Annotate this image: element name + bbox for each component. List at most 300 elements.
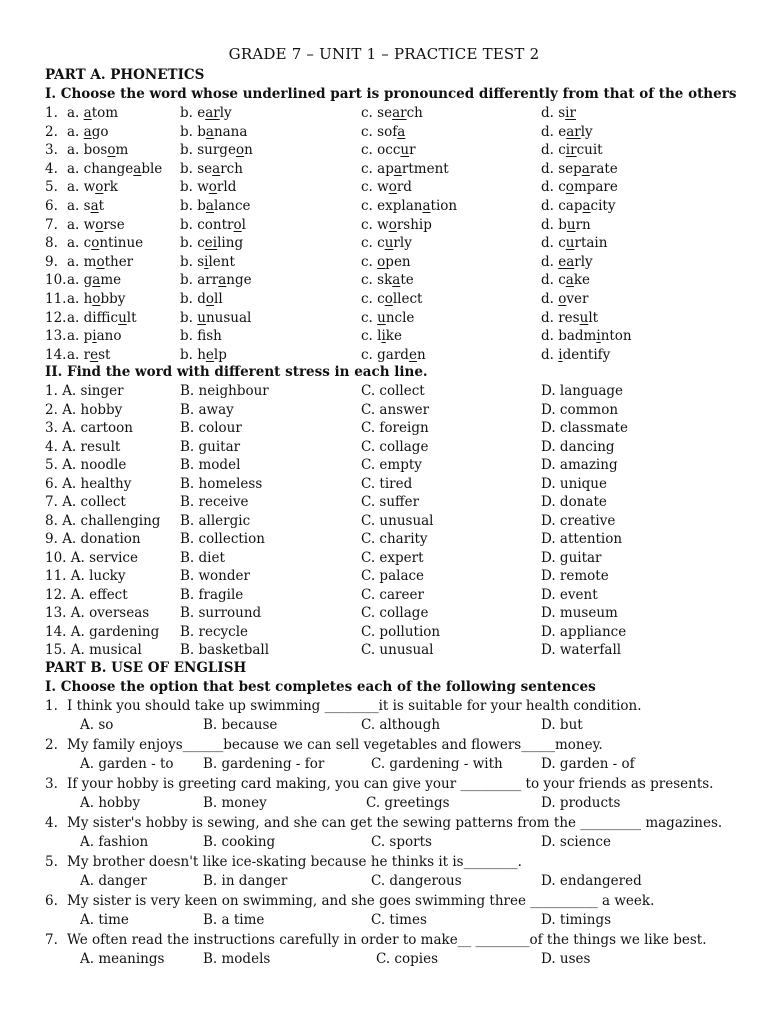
question-number: 11. <box>45 291 67 307</box>
answer-option-c: C. palace <box>361 568 425 584</box>
underlined-part: u <box>118 309 127 326</box>
word-part: d. c <box>541 142 566 159</box>
answer-option-b: B. in danger <box>203 873 288 889</box>
answer-option-d: D. appliance <box>541 623 627 640</box>
word-part: nge <box>226 272 252 289</box>
phonetics-row <box>0 290 768 308</box>
answer-option-c: C. charity <box>361 531 428 547</box>
underlined-part: u <box>197 309 206 326</box>
word-part: a. r <box>67 346 91 363</box>
word-part: n <box>244 142 253 159</box>
underlined-part: i <box>204 253 209 270</box>
question-text: My brother doesn't like ice-skating because he thinks it is________. <box>67 854 522 870</box>
word-part: d. b <box>541 216 567 233</box>
underlined-part: u <box>384 235 394 252</box>
underlined-part: ar <box>392 105 407 121</box>
answer-option-c: C. times <box>371 912 427 928</box>
answer-option-b: B. basketball <box>180 642 270 658</box>
answer-option-c: C. tired <box>361 475 413 492</box>
question-text-line <box>45 775 713 793</box>
question-text-line <box>45 736 603 754</box>
word-part: c. gard <box>361 346 409 363</box>
question-number: 9. <box>45 253 58 270</box>
answer-option-c <box>361 141 416 159</box>
underlined-part: a <box>565 272 574 289</box>
answer-option-c: C. collage <box>361 605 429 621</box>
word-part: a. m <box>67 253 97 270</box>
question-text-line <box>45 814 722 832</box>
question-block <box>0 853 768 891</box>
word-part: lent <box>208 253 235 270</box>
answer-option-b <box>180 327 222 345</box>
question-number: 3. <box>45 142 58 159</box>
answer-option-c <box>361 216 432 234</box>
answer-option-d: D. museum <box>541 605 618 621</box>
answer-option-b <box>180 141 253 159</box>
answer-option-d: D. but <box>541 717 583 733</box>
word-part: rch <box>220 160 243 177</box>
answer-option-d <box>541 327 632 345</box>
answer-option-c <box>361 160 449 178</box>
question-number: 5. <box>45 457 58 473</box>
answer-option-a <box>45 456 126 474</box>
question-number: 5. <box>45 854 58 870</box>
answer-option-c <box>361 197 457 215</box>
answer-option-c: C. unusual <box>361 512 434 529</box>
underlined-part: o <box>208 179 217 196</box>
answer-word: A. overseas <box>70 605 150 621</box>
use-of-english-section-heading: I. Choose the option that best completes each of the following sentences <box>45 679 596 695</box>
underlined-part: a <box>397 123 406 140</box>
part-b-heading: PART B. USE OF ENGLISH <box>45 660 247 676</box>
underlined-part: ar <box>566 123 581 140</box>
word-part: ther <box>104 253 134 270</box>
answer-option-d <box>541 290 588 308</box>
word-part: ntinue <box>99 235 144 252</box>
answer-option-d <box>541 234 607 252</box>
answer-option-c: C. unusual <box>361 642 434 658</box>
question-block <box>0 697 768 735</box>
answer-option-a <box>45 567 126 585</box>
word-part: b. h <box>180 346 206 363</box>
underlined-part: o <box>205 291 215 307</box>
answer-option-a: A. hobby <box>80 795 141 811</box>
word-part: a. diffic <box>67 309 119 326</box>
answer-option-b: B. away <box>180 401 234 418</box>
answer-option-b: B. neighbour <box>180 383 269 399</box>
word-part: pen <box>385 253 411 270</box>
answer-option-a <box>45 530 141 548</box>
question-number: 14. <box>45 623 67 640</box>
answer-option-a: A. meanings <box>80 951 165 967</box>
underlined-part: ir <box>565 142 577 159</box>
answer-option-a <box>67 104 118 122</box>
answer-option-c <box>361 234 412 252</box>
question-number: 9. <box>45 531 58 547</box>
answer-option-d: D. creative <box>541 512 616 529</box>
answer-option-a <box>67 346 110 364</box>
phonetics-row <box>0 234 768 252</box>
word-part: bby <box>100 291 126 307</box>
word-part: st <box>98 346 111 363</box>
answer-option-d: D. endangered <box>541 873 642 889</box>
word-part: d. cap <box>541 198 583 214</box>
underlined-part: o <box>384 291 393 307</box>
answer-option-c: C. although <box>361 717 441 733</box>
word-part: rly <box>393 235 412 252</box>
answer-option-a <box>45 438 120 456</box>
word-part: ll <box>214 291 223 307</box>
answer-option-c: C. suffer <box>361 494 420 510</box>
underlined-part: u <box>400 142 410 159</box>
phonetics-row <box>0 197 768 215</box>
word-part: c. occ <box>361 142 401 159</box>
answer-option-b: B. money <box>203 795 267 811</box>
answer-option-c: C. dangerous <box>371 873 462 889</box>
answer-option-d: D. event <box>541 586 598 603</box>
answer-option-d <box>541 123 593 141</box>
answer-option-d <box>541 253 593 271</box>
answer-option-a <box>67 327 121 345</box>
word-part: b. surge <box>180 142 236 159</box>
answer-option-b: B. a time <box>203 912 265 928</box>
answer-option-b: B. models <box>203 951 271 967</box>
answer-word: A. singer <box>62 383 124 399</box>
answer-option-d <box>541 271 590 289</box>
answer-option-d: D. common <box>541 401 619 418</box>
word-part: b. se <box>180 160 213 177</box>
answer-word: A. collect <box>62 494 126 510</box>
answer-option-a: A. garden - to <box>80 756 174 772</box>
stress-row <box>0 586 768 604</box>
stress-row <box>0 512 768 530</box>
answer-option-c <box>361 271 414 289</box>
word-part: d. s <box>541 105 566 121</box>
underlined-part: u <box>565 235 575 252</box>
question-number: 6. <box>45 475 58 492</box>
word-part: mpare <box>573 179 618 196</box>
word-part: rse <box>103 216 125 233</box>
question-number: 10. <box>45 549 67 566</box>
phonetics-row <box>0 104 768 122</box>
question-number: 1. <box>45 105 58 121</box>
underlined-part: o <box>388 216 397 233</box>
word-part: b. e <box>180 105 206 121</box>
answer-word: A. musical <box>70 642 142 658</box>
underlined-part: a <box>133 160 142 177</box>
answer-word: A. effect <box>70 586 128 603</box>
word-part: b. arr <box>180 272 219 289</box>
underlined-part: a <box>92 272 101 289</box>
word-part: d. c <box>541 179 566 196</box>
underlined-part: o <box>235 142 245 159</box>
answer-option-a: A. time <box>80 912 129 928</box>
answer-option-a <box>45 641 142 659</box>
answer-option-b <box>180 271 252 289</box>
question-number: 12. <box>45 586 67 603</box>
answer-option-a <box>45 604 149 622</box>
word-part: llect <box>392 291 423 307</box>
underlined-part: o <box>558 291 567 307</box>
word-part: c. ap <box>361 160 394 177</box>
answer-option-d <box>541 141 603 159</box>
word-part: ano <box>96 328 122 345</box>
answer-option-d <box>541 216 591 234</box>
underlined-part: o <box>388 179 397 196</box>
word-part: c. se <box>361 105 393 121</box>
question-number: 8. <box>45 512 58 529</box>
answer-word: A. lucky <box>70 568 126 584</box>
answer-option-b: B. collection <box>180 531 265 547</box>
stress-row <box>0 567 768 585</box>
answer-word: A. gardening <box>70 623 160 640</box>
underlined-part: o <box>107 142 116 159</box>
answer-option-d <box>541 309 598 327</box>
word-part: b. d <box>180 291 206 307</box>
stress-row <box>0 549 768 567</box>
question-block <box>0 892 768 930</box>
word-part: l <box>241 216 246 233</box>
answer-option-a <box>45 401 122 419</box>
underlined-part: i <box>381 328 386 345</box>
underlined-part: o <box>91 235 100 252</box>
word-part: rk <box>103 179 118 196</box>
answer-option-d: D. remote <box>541 568 609 584</box>
word-part: c. <box>361 309 378 326</box>
underlined-part: i <box>92 328 97 345</box>
answer-option-d: D. donate <box>541 494 607 510</box>
answer-option-d: D. science <box>541 834 611 850</box>
word-part: a. s <box>67 198 91 214</box>
underlined-part: a <box>392 272 401 289</box>
answer-option-a <box>45 382 124 400</box>
question-text: I think you should take up swimming ________it is suitable for your health condition. <box>67 698 642 714</box>
answer-option-b: B. colour <box>180 420 242 436</box>
question-text: My family enjoys______because we can sell vegetables and flowers_____money. <box>67 737 603 753</box>
word-part: c. w <box>361 216 389 233</box>
question-number: 3. <box>45 420 58 436</box>
word-part: a. w <box>67 179 96 196</box>
part-a-heading: PART A. PHONETICS <box>45 67 205 83</box>
word-part: lt <box>588 309 599 326</box>
answer-option-d: D. dancing <box>541 438 615 455</box>
question-number: 4. <box>45 815 58 831</box>
underlined-part: a <box>218 272 227 289</box>
word-part: go <box>91 123 109 140</box>
answer-option-c <box>361 178 412 196</box>
underlined-part: u <box>377 309 386 326</box>
answer-option-b <box>180 309 251 327</box>
answer-option-c: C. copies <box>376 951 438 967</box>
word-part: a. p <box>67 328 93 345</box>
answer-option-c: C. greetings <box>366 795 450 811</box>
phonetics-row <box>0 178 768 196</box>
word-part: d. c <box>541 235 566 252</box>
underlined-part: a <box>581 160 590 177</box>
answer-option-d: D. garden - of <box>541 756 635 772</box>
word-part: d. <box>541 291 559 307</box>
question-block <box>0 775 768 813</box>
answer-word: A. result <box>62 438 121 455</box>
word-part: c. sk <box>361 272 393 289</box>
word-part: tom <box>91 105 119 121</box>
word-part: ling <box>217 235 244 252</box>
phonetics-row <box>0 346 768 364</box>
answer-word: A. donation <box>62 531 141 547</box>
answer-word: A. hobby <box>62 401 123 418</box>
question-number: 13. <box>45 605 67 621</box>
phonetics-row <box>0 216 768 234</box>
underlined-part: o <box>92 291 101 307</box>
answer-option-b: B. because <box>203 717 278 733</box>
question-number: 8. <box>45 235 58 252</box>
answer-option-b: B. fragile <box>180 586 244 603</box>
answer-option-b: B. gardening - for <box>203 756 325 772</box>
word-part: d. <box>541 346 559 363</box>
underlined-part: o <box>95 179 104 196</box>
answer-word: A. cartoon <box>62 420 133 436</box>
word-part: c. w <box>361 179 389 196</box>
stress-section-heading: II. Find the word with different stress in each line. <box>45 364 428 380</box>
question-number: 11. <box>45 568 67 584</box>
word-part: lt <box>126 309 137 326</box>
word-part: d. e <box>541 123 567 140</box>
question-number: 3. <box>45 776 58 792</box>
answer-option-d: D. unique <box>541 475 607 492</box>
question-number: 7. <box>45 932 58 948</box>
answer-option-b <box>180 216 246 234</box>
question-number: 7. <box>45 216 58 233</box>
answer-option-a <box>45 419 133 437</box>
underlined-part: ir <box>565 105 576 121</box>
question-text: If your hobby is greeting card making, you can give your _________ to your friends as presents. <box>67 776 714 792</box>
answer-option-c <box>361 346 426 364</box>
question-number: 4. <box>45 160 58 177</box>
answer-option-a <box>67 234 143 252</box>
word-part: m <box>115 142 129 159</box>
word-part: ke <box>573 272 591 289</box>
answer-word: A. challenging <box>62 512 161 529</box>
word-part: b. f <box>180 328 207 345</box>
word-part: lance <box>213 198 251 214</box>
question-number: 6. <box>45 198 58 214</box>
underlined-part: a <box>83 105 92 121</box>
answer-option-d: D. classmate <box>541 420 628 436</box>
underlined-part: o <box>565 179 574 196</box>
answer-option-a <box>67 141 128 159</box>
answer-option-c <box>361 104 423 122</box>
phonetics-section-1-heading: I. Choose the word whose underlined part is pronounced differently from that of the others <box>45 86 737 102</box>
question-number: 14. <box>45 346 67 363</box>
question-number: 15. <box>45 642 67 658</box>
answer-option-b: B. model <box>180 457 241 473</box>
question-number: 1. <box>45 698 58 714</box>
page-title: GRADE 7 – UNIT 1 – PRACTICE TEST 2 <box>228 45 540 63</box>
question-number: 10. <box>45 272 67 289</box>
underlined-part: u <box>579 309 589 326</box>
question-block <box>0 814 768 852</box>
underlined-part: e <box>205 346 214 363</box>
word-part: rn <box>575 216 591 233</box>
word-part: rtain <box>574 235 608 252</box>
stress-row <box>0 456 768 474</box>
answer-option-b <box>180 160 243 178</box>
word-part: nton <box>600 328 632 345</box>
stress-row <box>0 475 768 493</box>
underlined-part: a <box>393 160 402 177</box>
word-part: ke <box>385 328 402 345</box>
underlined-part: ar <box>205 105 220 121</box>
answer-option-d <box>541 346 610 364</box>
word-part: ble <box>141 160 163 177</box>
word-part: a. w <box>67 216 96 233</box>
answer-option-d: D. uses <box>541 951 591 967</box>
answer-option-b: B. surround <box>180 605 262 621</box>
word-part: c. <box>361 253 378 270</box>
answer-option-c: C. pollution <box>361 623 441 640</box>
answer-option-a <box>67 253 133 271</box>
stress-row <box>0 641 768 659</box>
word-part: a. <box>67 123 84 140</box>
answer-option-c: C. foreign <box>361 420 429 436</box>
word-part: ly <box>219 105 232 121</box>
word-part: sh <box>206 328 222 345</box>
question-number: 2. <box>45 737 58 753</box>
answer-option-a <box>67 309 137 327</box>
question-text-line <box>45 892 654 910</box>
answer-option-a: A. danger <box>80 873 147 889</box>
answer-option-c: C. career <box>361 586 424 603</box>
question-text: My sister's hobby is sewing, and she can get the sewing patterns from the _________ magazines. <box>67 815 723 831</box>
stress-row <box>0 382 768 400</box>
answer-option-a <box>67 178 118 196</box>
word-part: te <box>400 272 414 289</box>
answer-option-a <box>45 586 128 604</box>
answer-option-c <box>361 327 402 345</box>
word-part: rly <box>574 253 593 270</box>
stress-row <box>0 438 768 456</box>
word-part: nusual <box>205 309 252 326</box>
answer-option-b: B. diet <box>180 549 225 566</box>
word-part: b. <box>180 309 198 326</box>
answer-option-b <box>180 123 247 141</box>
underlined-part: a <box>205 123 214 140</box>
stress-row <box>0 419 768 437</box>
answer-option-d <box>541 178 618 196</box>
answer-option-a <box>45 512 160 530</box>
word-part: c. explan <box>361 198 423 214</box>
answer-option-d: D. waterfall <box>541 642 622 658</box>
underlined-part: o <box>95 216 104 233</box>
word-part: d. <box>541 253 559 270</box>
answer-option-a <box>45 475 131 493</box>
underlined-part: a <box>90 198 99 214</box>
underlined-part: i <box>558 346 563 363</box>
word-part: d. c <box>541 272 566 289</box>
question-block <box>0 931 768 969</box>
stress-row <box>0 604 768 622</box>
question-text-line <box>45 853 522 871</box>
answer-option-a: A. fashion <box>80 834 149 850</box>
answer-option-a <box>45 549 138 567</box>
answer-option-a <box>45 623 159 641</box>
question-number: 2. <box>45 123 58 140</box>
underlined-part: e <box>90 346 99 363</box>
word-part: c. l <box>361 328 382 345</box>
word-part: b. b <box>180 123 206 140</box>
word-part: a. change <box>67 160 134 177</box>
answer-option-d: D. attention <box>541 531 623 547</box>
